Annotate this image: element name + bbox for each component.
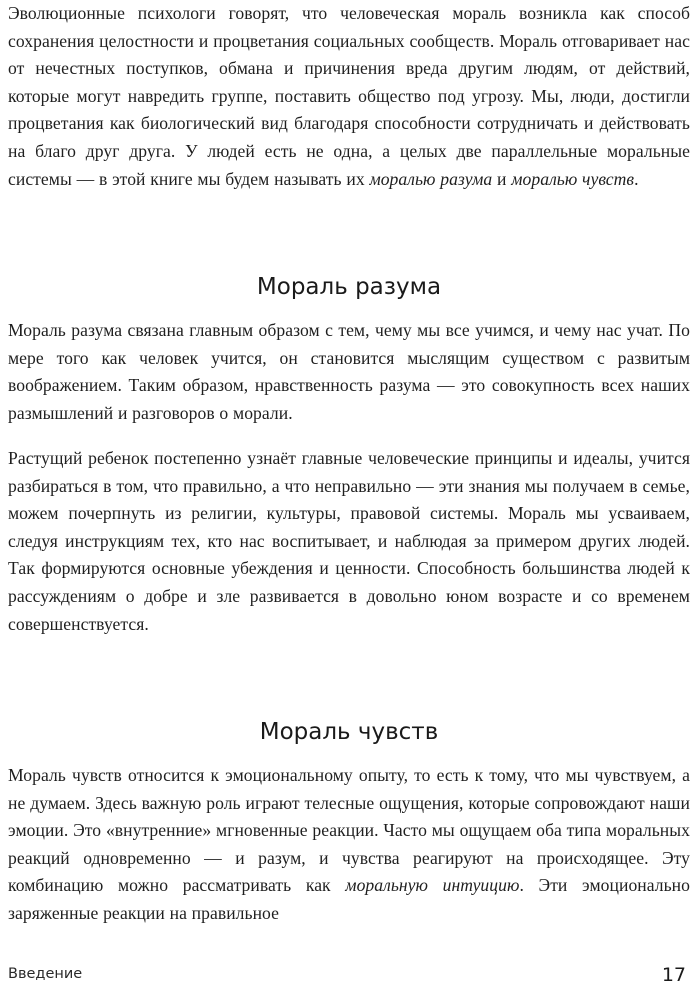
intro-emphasis-reason: моралью разума: [369, 168, 493, 189]
running-footer-section: Введение: [8, 966, 83, 982]
section-heading-reason: Мораль разума: [256, 274, 442, 300]
page-number: 17: [661, 964, 686, 986]
feelings-emphasis: моральную интуицию: [345, 875, 520, 896]
page-footer: [8, 966, 686, 990]
intro-emphasis-feelings: моралью чувств: [511, 168, 635, 189]
intro-end: .: [634, 168, 639, 189]
paragraph-reason-2: Растущий ребенок постепенно узнаёт главные человеческие принципы и идеалы, учится разбираться в том, что правильно, а что неправильно — эти знания мы получаем в семье, можем почерпнуть из религии, культуры, правовой системы. Мораль мы усваиваем, следуя инструкциям тех, кто нас воспитывает, и наблюдая за примером других людей. Так формируются основные убеждения и ценности. Способность большинства людей к рассуждениям о добре и зле развивается в довольно юном возрасте и со временем совершенствуется.: [8, 448, 690, 634]
feelings-text: Мораль чувств относится к эмоциональному опыту, то есть к тому, что мы чувствуем, а не думаем. Здесь важную роль играют телесные ощущения, которые сопровождают наши эмоции. Это «внутренние» мгновенные реакции. Часто мы ощущаем оба типа моральных реакций одновременно — и разум, и чувства реагируют на происходящее. Эту комбинацию можно рассматривать как: [8, 765, 690, 896]
paragraph-feelings-1: [8, 762, 690, 928]
feelings-end: . Эти эмоционально заряженные реакции на правильное: [8, 875, 690, 923]
paragraph-reason-1: Мораль разума связана главным образом с тем, чему мы все учимся, и чему нас учат. По мере того как человек учится, он становится мыслящим существом с развитым воображением. Таким образом, нравственность разума — это совокупность всех наших размышлений и разговоров о морали.: [8, 320, 690, 423]
section-heading-feelings: Мораль чувств: [259, 719, 439, 745]
paragraph-intro: [8, 0, 690, 193]
intro-conjunction: и: [492, 168, 512, 189]
intro-text: Эволюционные психологи говорят, что человеческая мораль возникла как способ сохранения целостности и процветания социальных сообществ. Мораль отговаривает нас от нечестных поступков, обмана и причинения вреда другим людям, от действий, которые могут навредить группе, поставить общество под угрозу. Мы, люди, достигли процветания как биологический вид благодаря способности сотрудничать и действовать на благо друг друга. У людей есть не одна, а целых две параллельные моральные системы — в этой книге мы будем называть их: [8, 3, 690, 189]
